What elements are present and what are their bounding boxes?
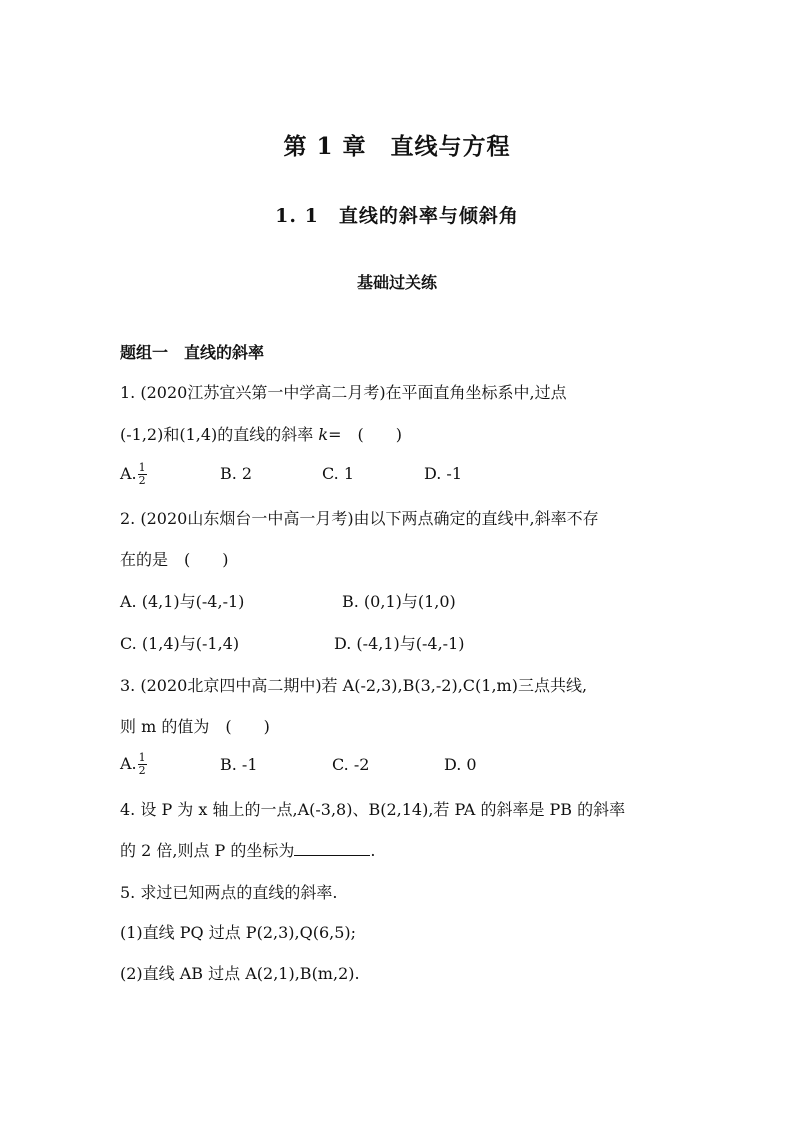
q4-line2-suffix: . <box>370 841 376 860</box>
q5-part2: (2)直线 AB 过点 A(2,1),B(m,2). <box>120 964 360 983</box>
q1-line2-suffix: = ( ) <box>328 425 402 444</box>
q1-option-d: D. -1 <box>424 464 463 483</box>
q2-line2: 在的是 ( ) <box>120 550 229 569</box>
q3-line1: 3. (2020北京四中高二期中)若 A(-2,3),B(3,-2),C(1,m)三点共线, <box>120 676 588 695</box>
denominator: 2 <box>138 764 146 777</box>
chapter-title: 第 1 章 直线与方程 <box>283 133 511 160</box>
q2-option-c: C. (1,4)与(-1,4) <box>120 634 240 653</box>
q3-line2: 则 m 的值为 ( ) <box>120 717 270 736</box>
q2-option-a: A. (4,1)与(-4,-1) <box>120 592 245 611</box>
q2-option-b: B. (0,1)与(1,0) <box>342 592 456 611</box>
group-title: 题组一 直线的斜率 <box>120 343 265 362</box>
q4-line1: 4. 设 P 为 x 轴上的一点,A(-3,8)、B(2,14),若 PA 的斜率是 PB 的斜率 <box>120 800 626 819</box>
numerator: 1 <box>138 751 146 764</box>
q5-part1: (1)直线 PQ 过点 P(2,3),Q(6,5); <box>120 923 357 942</box>
q2-option-d: D. (-4,1)与(-4,-1) <box>334 634 465 653</box>
q4-line2 <box>120 838 375 861</box>
q3-option-b: B. -1 <box>220 755 258 774</box>
subtitle: 基础过关练 <box>356 273 437 292</box>
numerator: 1 <box>138 461 146 474</box>
fraction <box>138 462 147 487</box>
q1-line2-prefix: (-1,2)和(1,4)的直线的斜率 <box>120 425 319 444</box>
q5-line1: 5. 求过已知两点的直线的斜率. <box>120 883 338 902</box>
denominator: 2 <box>138 474 146 487</box>
q3-option-d: D. 0 <box>444 755 477 774</box>
q3-option-a <box>120 752 147 777</box>
q2-line1: 2. (2020山东烟台一中高一月考)由以下两点确定的直线中,斜率不存 <box>120 509 599 528</box>
answer-blank <box>294 841 370 856</box>
q1-line2 <box>120 422 402 445</box>
q1-line1: 1. (2020江苏宜兴第一中学高二月考)在平面直角坐标系中,过点 <box>120 383 567 402</box>
fraction <box>138 752 147 777</box>
q1-option-b: B. 2 <box>220 464 253 483</box>
q1-option-a-label: A. <box>120 464 137 483</box>
q3-option-a-label: A. <box>120 754 137 773</box>
q1-var-k: k <box>318 425 329 444</box>
q1-option-c: C. 1 <box>322 464 355 483</box>
q1-option-a <box>120 462 147 487</box>
q4-line2-prefix: 的 2 倍,则点 P 的坐标为 <box>120 841 295 860</box>
section-title: 1. 1 直线的斜率与倾斜角 <box>275 205 519 227</box>
q3-option-c: C. -2 <box>332 755 370 774</box>
